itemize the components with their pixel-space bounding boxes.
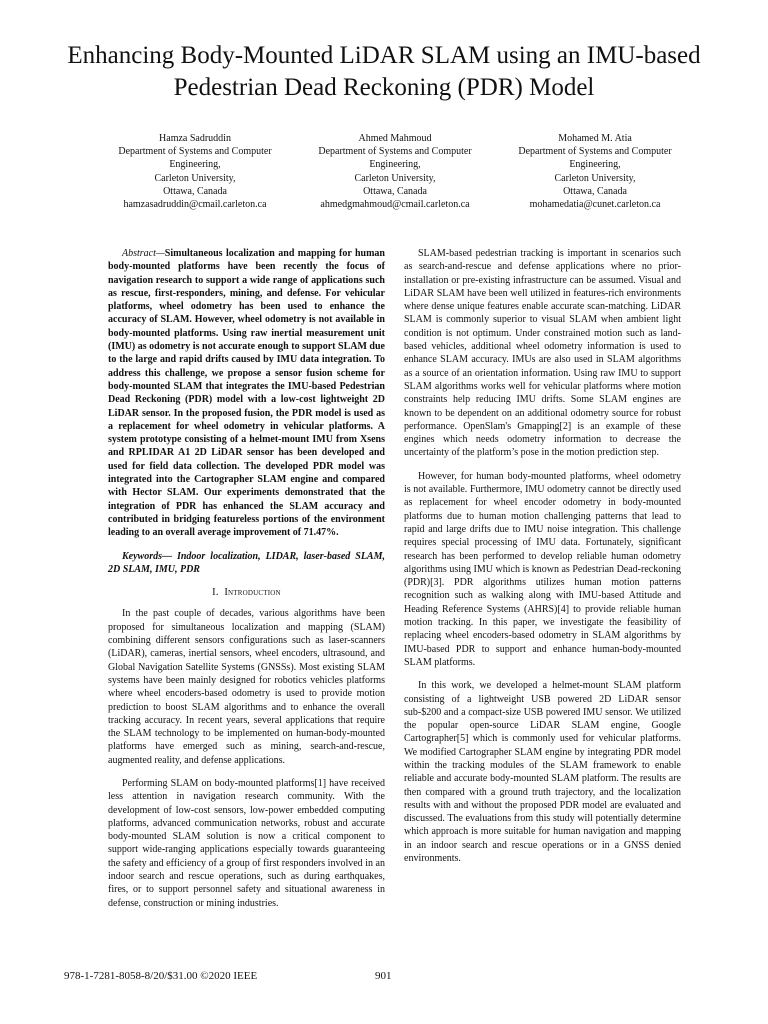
right-column xyxy=(404,247,681,875)
author-email: hamzasadruddin@cmail.carleton.ca xyxy=(123,199,267,211)
author-city: Ottawa, Canada xyxy=(363,185,427,197)
abstract-body: Simultaneous localization and mapping for human body-mounted platforms have been recently the focus of navigation research to support a wide range of applications such as rescue, first-responders, mining, and defense. For vehicular platforms, wheel odometry has been used to enhance the accuracy of SLAM. However, wheel odometry is not available in body-mounted platforms. Using raw inertial measurement unit (IMU) as odometry is not accurate enough to support SLAM due to the large and rapid drifts caused by IMU data integration. To address this challenge, we propose a sensor fusion scheme for body-mounted SLAM that integrates the IMU-based Pedestrian Dead Reckoning (PDR) model with a low-cost lightweight 2D LiDAR sensor. In the proposed fusion, the PDR model is used as a replacement for wheel odometry in vehicular platforms. A system prototype consisting of a helmet-mount IMU from Xsens and RPLIDAR A1 2D LiDAR sensor has been developed and used for field data collection. The developed PDR model was integrated into the Cartographer SLAM engine and compared with Hector SLAM. Our experiments demonstrated that the integration of PDR has enhanced the SLAM accuracy and contributed in bridging featureless portions of the environment leading to an overall average improvement of 71.47%. xyxy=(108,248,385,539)
abstract xyxy=(108,247,385,540)
abstract-lead: Abstract— xyxy=(122,248,165,259)
author-name: Ahmed Mahmoud xyxy=(358,133,432,144)
keywords: Keywords— Indoor localization, LIDAR, laser-based SLAM, 2D SLAM, IMU, PDR xyxy=(108,550,385,575)
author-university: Carleton University, xyxy=(154,172,236,184)
author-email: mohamedatia@cunet.carleton.ca xyxy=(529,199,661,211)
section-numeral: I. xyxy=(212,587,219,599)
author-department: Department of Systems and Computer Engineering, xyxy=(318,146,472,171)
author-name: Mohamed M. Atia xyxy=(558,133,632,144)
author-name: Hamza Sadruddin xyxy=(159,133,231,144)
paragraph: SLAM-based pedestrian tracking is important in scenarios such as search-and-rescue and defense applications where no prior-installation or pre-existing infrastructure can be assumed. Visual and LiDAR SLAM have been well utilized in features-rich environments where dense unique features enable accurate scan-matching. LiDAR SLAM is commonly superior to visual SLAM when ambient light condition is not optimum. Under constrained motion such as land-based vehicles, additional wheel odometry information is used to enhance SLAM accuracy. IMUs are also used in SLAM algorithms as a source of an orientation information. Using raw IMU to support SLAM algorithms works well for vehicular platforms where motion constraints help reducing IMU drifts. Some SLAM engines are known to be dependent on an additional odometry source for robust performance. OpenSlam's Gmapping[2] is an example of these engines which needs odometry information to decrease the uncertainty of the platform’s pose in the motion prediction step. xyxy=(404,248,681,459)
author-block xyxy=(100,132,690,211)
paragraph: In this work, we developed a helmet-mount SLAM platform consisting of a lightweight USB powered 2D LiDAR sensor sub-$200 and a compact-size USB powered IMU sensor. We utilized the popular open-source LiDAR SLAM engine, Google Cartographer[5] which is commonly used for vehicular platforms. We modified Cartographer SLAM engine by integrating PDR model within the tracking modules of the SLAM framework to enable reliable and accurate body-mounted SLAM platform. The results are then compared with a ground truth trajectory, and the localization results with and without the proposed PDR model are evaluated and discussed. The evaluations from this study will potentially determine which approach is more suitable for human navigation and mapping in an indoor search and rescue operations or in a GNSS denied environments. xyxy=(404,680,681,865)
author-email: ahmedgmahmoud@cmail.carleton.ca xyxy=(320,199,470,211)
copyright-footer: 978-1-7281-8058-8/20/$31.00 ©2020 IEEE xyxy=(64,970,258,982)
left-column xyxy=(108,247,385,920)
author-3 xyxy=(500,132,690,211)
paragraph: In the past couple of decades, various algorithms have been proposed for simultaneous localization and mapping (SLAM) combining different sensors configurations such as laser-scanners (LiDAR), cameras, inertial sensors, wheel encoders, ultrasound, and Global Navigation Satellite Systems (GNSSs). Most existing SLAM systems have been mainly designed for robotics vehicles platforms where wheel encoders-based odometry is used to provide motion prediction to boost SLAM algorithms and to enhance the overall tracking accuracy. In recent years, several applications that require the SLAM technology to be implemented on human-body-mounted platforms have emerged such as mining, search-and-rescue, augmented reality, and defense applications. xyxy=(108,608,385,766)
author-university: Carleton University, xyxy=(354,172,436,184)
author-department: Department of Systems and Computer Engineering, xyxy=(118,146,272,171)
author-university: Carleton University, xyxy=(554,172,636,184)
author-city: Ottawa, Canada xyxy=(563,185,627,197)
paper-title: Enhancing Body-Mounted LiDAR SLAM using an IMU-based Pedestrian Dead Reckoning (PDR) Model xyxy=(67,42,701,101)
author-city: Ottawa, Canada xyxy=(163,185,227,197)
page-number: 901 xyxy=(375,970,392,982)
author-1 xyxy=(100,132,290,211)
paragraph: However, for human body-mounted platforms, wheel odometry is not available. Furthermore, IMU odometry cannot be directly used as replacement for wheel encoder odometry in body-mounted platforms due to human motion challenging patterns that lead to rapid and large drifts due to IMU noise integration. This challenge requires special processing of IMU data. Fortunately, significant research has been performed to develop reliable human odometry algorithms using IMU which is known as Pedestrian Dead-reckoning (PDR)[3]. PDR algorithms utilizes human motion patterns recognition such as walking along with IMU-based Attitude and Heading Reference Systems (AHRS)[4] to provide reliable human motion tracking. In this paper, we investigate the feasibility of replacing wheel encoders-based odometry in SLAM algorithms by IMU-based PDR to support and enhance human-body-mounted SLAM platforms. xyxy=(404,470,681,668)
author-2 xyxy=(300,132,490,211)
section-title: Introduction xyxy=(224,587,281,599)
section-heading xyxy=(108,586,385,599)
author-department: Department of Systems and Computer Engineering, xyxy=(518,146,672,171)
paragraph: Performing SLAM on body-mounted platforms[1] have received less attention in navigation research community. With the development of low-cost sensors, low-power embedded computing platforms, advanced communication networks, robust and accurate body-mounted SLAM solution is now a critical component to support wide-ranging applications especially towards guaranteeing the safety and efficiency of a group of first responders involved in an indoor search and rescue operations, such as during earthquakes, fires, or to support personnel safety and situational awareness in defense, construction or mining industries. xyxy=(108,777,385,909)
